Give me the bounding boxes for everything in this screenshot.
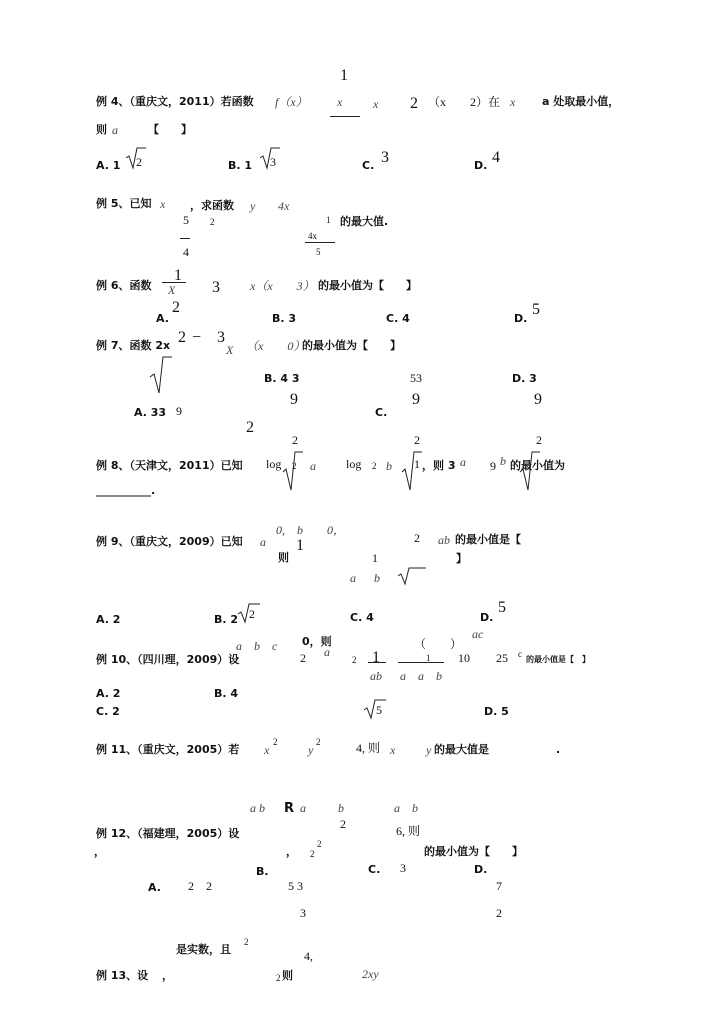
ex13-real: 是实数，且 bbox=[176, 943, 231, 956]
ex11-label: 例 11、（重庆文，2005）若 bbox=[96, 743, 240, 756]
ex10-sub2: 2 bbox=[352, 655, 357, 665]
ex8-label: 例 8、（天津文，2011）已知 bbox=[96, 459, 243, 472]
ex6-X: X bbox=[168, 283, 176, 297]
ex6-option-b: B. 3 bbox=[272, 312, 297, 325]
ex10-option-b: B. 4 bbox=[214, 687, 239, 700]
ex4-option-c: C. bbox=[362, 159, 375, 172]
ex7-option-a: A. 33 bbox=[134, 406, 167, 419]
ex9-cond: 0, b 0， bbox=[276, 523, 346, 537]
ex6-one: 1 bbox=[174, 267, 182, 284]
ex9-option-b-radicand: 2 bbox=[249, 607, 255, 621]
ex4-fraction-bar bbox=[330, 116, 360, 117]
ex5-y: y bbox=[250, 199, 256, 213]
ex4-x-eq: x bbox=[510, 95, 516, 109]
ex10-zero: 0，则 bbox=[302, 635, 332, 648]
ex12-label: 例 12、（福建理，2005）设 bbox=[96, 827, 240, 840]
ex9-then: 则 bbox=[278, 551, 289, 564]
ex7-option-c-53: 53 bbox=[410, 371, 422, 385]
ex5-den-bar bbox=[305, 242, 335, 243]
ex12-option-d: D. bbox=[474, 863, 488, 876]
ex12-option-b: B. bbox=[256, 865, 269, 878]
ex12-six: 6, 则 bbox=[396, 824, 421, 838]
ex12-option-a-value: 2 2 bbox=[188, 879, 213, 893]
ex6-three: 3 bbox=[212, 279, 220, 296]
ex5-label: 例 5、已知 bbox=[96, 197, 152, 210]
ex9-tail: 的最小值是【 bbox=[455, 533, 521, 546]
ex9-a2: a bbox=[350, 571, 356, 585]
ex5-den-bottom: 5 bbox=[316, 247, 321, 257]
ex8-tail: 的最小值为 bbox=[510, 459, 565, 472]
ex8-answer-blank: __________. bbox=[96, 484, 156, 497]
ex12-ab2: a b bbox=[394, 801, 419, 815]
ex12-comma2: ， bbox=[286, 845, 297, 858]
ex10-label: 例 10、（四川理，2009）设 bbox=[96, 653, 240, 666]
ex11-y2: y bbox=[426, 743, 432, 757]
ex7-minus3: − 3 bbox=[192, 329, 226, 346]
ex13-label: 例 13、设 bbox=[96, 969, 149, 982]
ex9-option-d: D. bbox=[480, 611, 494, 624]
ex6-option-a: A. bbox=[156, 312, 169, 325]
ex9-b2: b bbox=[374, 571, 380, 585]
ex7-option-a-2: 2 bbox=[246, 419, 254, 436]
ex10-c-sup: c bbox=[518, 649, 522, 659]
ex13-2xy: 2xy bbox=[362, 967, 379, 981]
ex4-option-d-value: 4 bbox=[492, 149, 500, 166]
ex12-two-sup: 2 bbox=[317, 839, 322, 849]
ex10-ac: ac bbox=[472, 627, 484, 641]
ex7-option-b-9: 9 bbox=[290, 391, 298, 408]
ex10-one-sub: 1 bbox=[426, 653, 431, 663]
ex10-option-d: D. 5 bbox=[484, 705, 509, 718]
ex9-option-a: A. 2 bbox=[96, 613, 121, 626]
ex9-one: 1 bbox=[372, 551, 378, 565]
ex12-b: b bbox=[338, 801, 344, 815]
ex5-four: 4 bbox=[183, 245, 189, 259]
ex11-sup2: 2 bbox=[316, 737, 321, 747]
ex8-a: a bbox=[310, 459, 316, 473]
ex10-abc: a b c bbox=[236, 639, 278, 653]
ex6-label: 例 6、函数 bbox=[96, 279, 152, 292]
ex7-cond: （x 0） bbox=[246, 339, 306, 353]
ex9-label: 例 9、（重庆文，2009）已知 bbox=[96, 535, 243, 548]
ex11-x: x bbox=[264, 743, 270, 757]
ex6-two: 2 bbox=[172, 299, 180, 316]
ex4-option-c-value: 3 bbox=[381, 149, 389, 166]
ex10-rad5: 5 bbox=[376, 703, 382, 717]
ex4-answer-bracket: 【 】 bbox=[148, 123, 192, 136]
ex12-R: R bbox=[284, 801, 295, 816]
ex6-option-d: D. bbox=[514, 312, 528, 325]
ex12-option-d-2: 2 bbox=[496, 906, 502, 920]
ex12-option-b-value: 5 3 bbox=[288, 879, 303, 893]
ex4-then: 则 bbox=[96, 123, 107, 136]
ex12-ab: a b bbox=[250, 801, 265, 815]
ex9-option-d-value: 5 bbox=[498, 599, 506, 616]
ex8-then: ，则 3 bbox=[422, 459, 456, 472]
ex13-four: 4, bbox=[304, 949, 313, 963]
ex4-a: a bbox=[112, 123, 118, 137]
ex8-sup-b: b bbox=[500, 454, 506, 468]
ex12-two-sub: 2 bbox=[310, 849, 315, 859]
ex7-option-d: D. 3 bbox=[512, 372, 537, 385]
ex10-one: 1 bbox=[372, 649, 380, 666]
ex4-tail: a 处取最小值， bbox=[542, 95, 620, 108]
ex10-tail: 的最小值是【 】 bbox=[526, 655, 590, 664]
ex4-condition: （x 2）在 bbox=[428, 95, 501, 109]
ex12-comma: ， bbox=[94, 845, 105, 858]
ex12-option-a: A. bbox=[148, 881, 161, 894]
ex7-option-b: B. 4 3 bbox=[264, 372, 300, 385]
ex4-function: f（x） bbox=[275, 95, 308, 109]
ex11-x2: x bbox=[390, 743, 396, 757]
ex13-comma: ， bbox=[162, 969, 173, 982]
ex10-option-a: A. 2 bbox=[96, 687, 121, 700]
ex8-sub2: 2 bbox=[372, 461, 377, 471]
ex4-option-a-radicand: 2 bbox=[136, 155, 142, 169]
ex4-two: 2 bbox=[410, 95, 418, 112]
ex4-option-b: B. 1 bbox=[228, 159, 253, 172]
ex8-b: b bbox=[386, 459, 392, 473]
ex6-option-c: C. 4 bbox=[386, 312, 410, 325]
ex4-x: x bbox=[373, 97, 379, 111]
ex11-y: y bbox=[308, 743, 314, 757]
ex7-option-c: C. bbox=[375, 406, 388, 419]
ex6-tail: 的最小值为【 】 bbox=[318, 279, 417, 292]
ex9-one-top: 1 bbox=[296, 537, 304, 554]
ex7-option-c-9: 9 bbox=[412, 391, 420, 408]
ex8-log2: log bbox=[346, 457, 362, 471]
ex11-four: 4, 则 bbox=[356, 741, 381, 755]
ex8-radical-1 bbox=[283, 450, 303, 492]
ex9-radical bbox=[398, 566, 426, 586]
ex7-tail: 的最小值为【 】 bbox=[302, 339, 401, 352]
ex10-ten: 10 bbox=[458, 651, 470, 665]
ex12-tail: 的最小值为【 】 bbox=[424, 845, 523, 858]
ex12-option-c-value: 3 bbox=[400, 861, 406, 875]
ex7-option-d-9: 9 bbox=[534, 391, 542, 408]
ex9-option-c: C. 4 bbox=[350, 611, 374, 624]
ex12-option-c: C. bbox=[368, 863, 381, 876]
ex8-rad1: 1 bbox=[414, 457, 420, 471]
ex4-option-a: A. 1 bbox=[96, 159, 121, 172]
ex13-then: 则 bbox=[282, 969, 293, 982]
ex7-option-a-radical bbox=[150, 355, 172, 395]
ex10-two: 2 bbox=[300, 651, 306, 665]
ex9-close-bracket: 】 bbox=[456, 552, 467, 565]
ex10-frac-bar-2 bbox=[398, 662, 444, 663]
ex7-sup: 2 bbox=[178, 329, 186, 346]
ex5-tail: 的最大值. bbox=[340, 215, 389, 228]
ex5-den-top: 4x bbox=[308, 231, 317, 241]
ex12-two: 2 bbox=[340, 817, 346, 831]
ex11-tail: 的最大值是 bbox=[434, 743, 489, 756]
ex6-option-d-value: 5 bbox=[532, 301, 540, 318]
ex5-five: 5 bbox=[183, 213, 189, 227]
ex10-paren: （ ） bbox=[414, 637, 463, 651]
ex12-option-d-value: 7 bbox=[496, 879, 502, 893]
ex7-two-2: 2 bbox=[414, 433, 420, 447]
ex9-ab: ab bbox=[438, 533, 450, 547]
ex10-aab: a a b bbox=[400, 669, 443, 683]
ex5-one: 1 bbox=[326, 215, 331, 225]
ex7-X: X bbox=[226, 343, 234, 357]
ex10-radical bbox=[364, 698, 386, 720]
ex8-log1: log bbox=[266, 457, 282, 471]
ex10-option-c: C. 2 bbox=[96, 705, 120, 718]
ex10-twentyfive: 25 bbox=[496, 651, 508, 665]
ex4-top-numerator: 1 bbox=[340, 67, 348, 84]
ex12-a: a bbox=[300, 801, 306, 815]
ex9-two: 2 bbox=[414, 531, 420, 545]
ex11-sup1: 2 bbox=[273, 737, 278, 747]
ex7-label: 例 7、函数 2x bbox=[96, 339, 171, 352]
ex12-option-b-3: 3 bbox=[300, 906, 306, 920]
ex5-frac-bar bbox=[180, 238, 190, 239]
ex5-4x: 4x bbox=[278, 199, 290, 213]
ex13-sub2: 2 bbox=[276, 973, 281, 983]
ex8-sup-a: a bbox=[460, 455, 466, 469]
ex13-sup: 2 bbox=[244, 937, 249, 947]
ex10-frac-bar-1 bbox=[368, 662, 386, 663]
ex6-expr: x（x 3） bbox=[250, 279, 315, 293]
ex8-nine: 9 bbox=[490, 459, 496, 473]
ex4-frac-x: x bbox=[337, 95, 343, 109]
ex10-a: a bbox=[324, 645, 330, 659]
ex7-two-1: 2 bbox=[292, 433, 298, 447]
ex9-option-b: B. 2 bbox=[214, 613, 239, 626]
ex4-option-b-radicand: 3 bbox=[270, 155, 276, 169]
ex4-label: 例 4、（重庆文，2011）若函数 bbox=[96, 95, 254, 108]
ex8-sub1: 2 bbox=[292, 461, 297, 471]
ex7-option-a-9: 9 bbox=[176, 404, 182, 418]
ex11-dot: . bbox=[556, 743, 561, 756]
ex5-x: x bbox=[160, 197, 166, 211]
ex7-two-3: 2 bbox=[536, 433, 542, 447]
ex9-a: a bbox=[260, 535, 266, 549]
ex4-option-d: D. bbox=[474, 159, 488, 172]
ex5-two: 2 bbox=[210, 217, 215, 227]
ex5-mid: ，求函数 bbox=[190, 199, 234, 212]
ex10-ab: ab bbox=[370, 669, 382, 683]
